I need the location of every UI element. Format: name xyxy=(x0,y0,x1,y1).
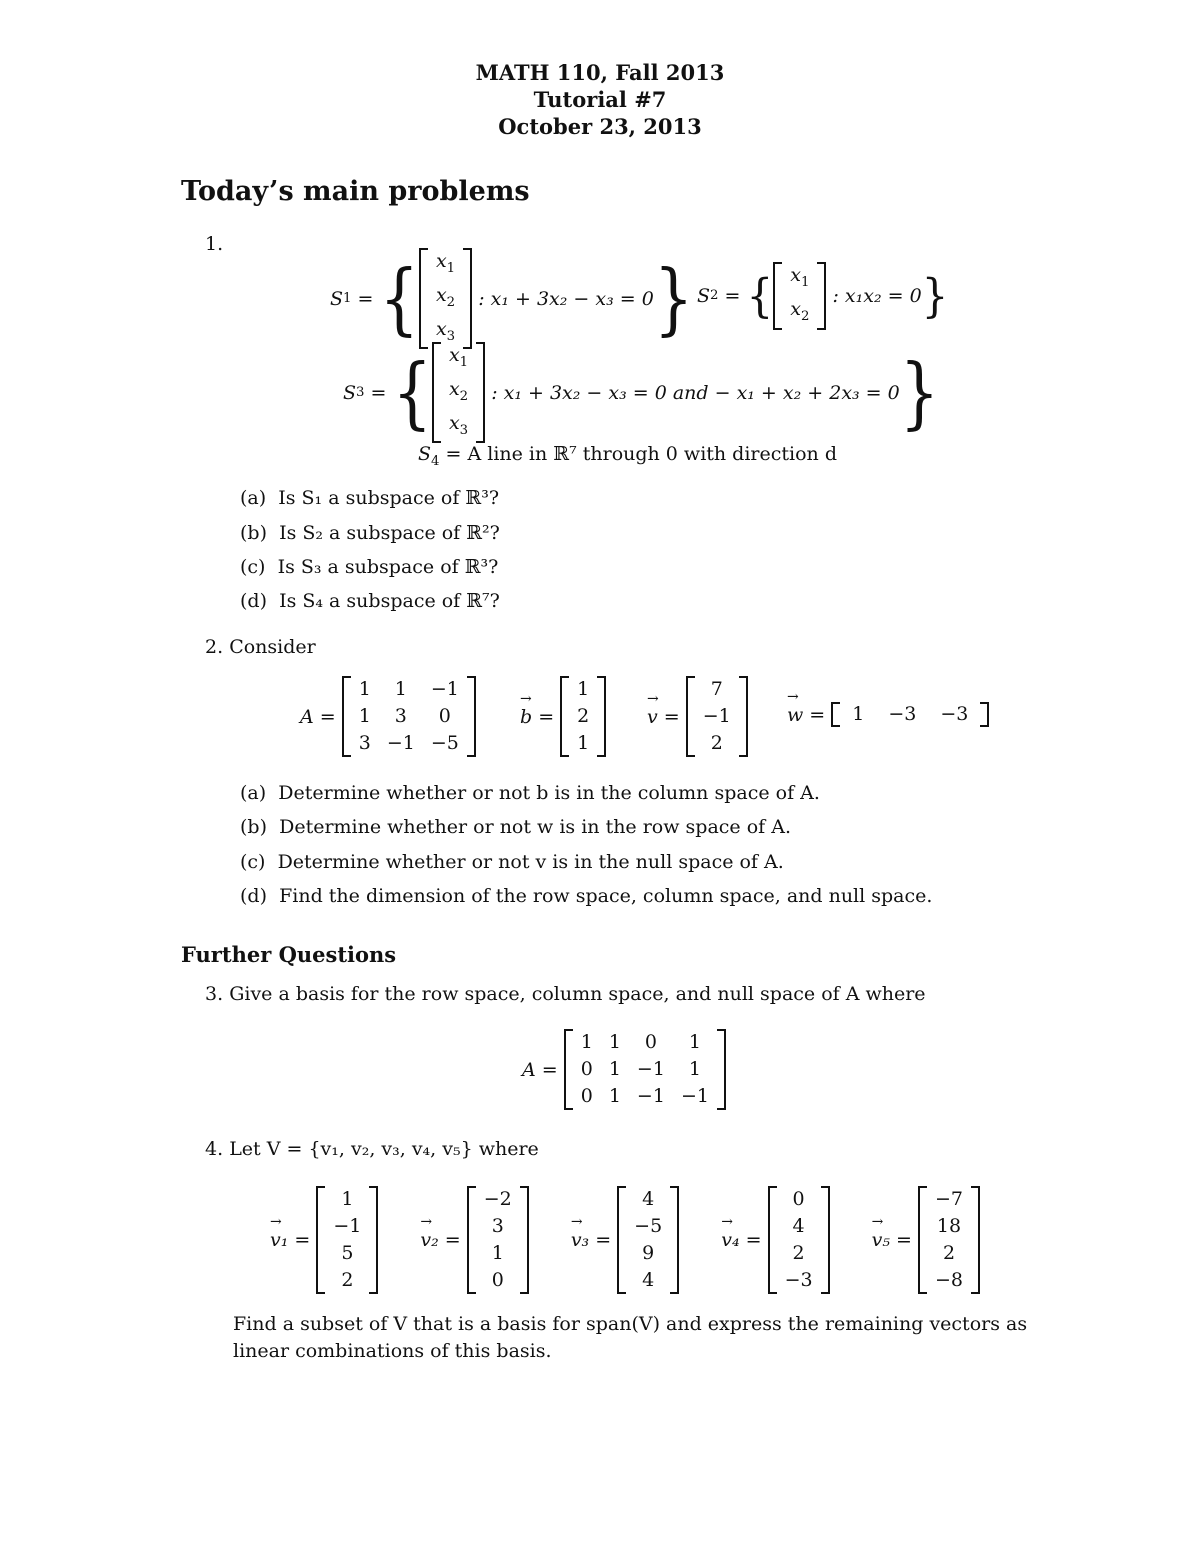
matrix-A-row xyxy=(351,703,467,730)
vector-x2: $x_1$ $x_2$ xyxy=(773,262,826,330)
course-title: MATH 110, Fall 2013 xyxy=(475,60,725,85)
vector-w-entry: −3 xyxy=(888,703,917,725)
matrix-A-entry: 3 xyxy=(394,705,407,727)
problem-2-part-a: (a) Determine whether or not b is in the column space of A. xyxy=(240,782,820,804)
vector-w-equation: → w = 1 −3 −3 xyxy=(787,702,989,727)
left-brace: { xyxy=(392,346,432,438)
matrix-A2-entry: 1 xyxy=(608,1058,621,1080)
vector-w-row xyxy=(840,702,980,727)
vector-v-entry: 2 xyxy=(710,732,723,754)
problem-4-intro: 4. Let V = {v₁, v₂, v₃, v₄, v₅} where xyxy=(205,1138,539,1160)
matrix-A2-entry: 1 xyxy=(608,1085,621,1107)
vector-b-row xyxy=(569,676,597,703)
left-brace: { xyxy=(379,252,419,344)
problem-1-number: 1. xyxy=(205,233,224,255)
vector-b-row xyxy=(569,703,597,730)
vector-set-V xyxy=(270,1184,990,1296)
vector-entry: −1 xyxy=(333,1215,362,1237)
problem-1-part-d: (d) Is S₄ a subspace of ℝ⁷? xyxy=(240,590,500,612)
problem-1-part-a: (a) Is S₁ a subspace of ℝ³? xyxy=(240,487,500,509)
vector-entry: 18 xyxy=(936,1215,962,1237)
vector-entry: 0 xyxy=(792,1188,805,1210)
matrix-A-entry: 0 xyxy=(438,705,451,727)
vector-v5-equation: → v₅ = −7 18 2 −8 xyxy=(872,1186,980,1294)
vector-v1 xyxy=(316,1186,378,1294)
vector-entry: 1 xyxy=(341,1188,354,1210)
vector-entry: 0 xyxy=(491,1269,504,1291)
S1-condition: : x₁ + 3x₂ − x₃ = 0 xyxy=(478,287,654,310)
problem-2-part-c: (c) Determine whether or not v is in the null space of A. xyxy=(240,851,784,873)
matrix-A2-entry: −1 xyxy=(680,1085,709,1107)
vector-entry: 4 xyxy=(792,1215,805,1237)
vector-w-entry: −3 xyxy=(940,703,969,725)
matrix-A-entry: 1 xyxy=(358,678,371,700)
vector-b-entry: 1 xyxy=(577,732,590,754)
vector-name: → v₁ xyxy=(270,1229,288,1251)
problem-4-closing-line-1: Find a subset of V that is a basis for span(V) and express the remaining vectors as xyxy=(233,1313,1028,1335)
problem-4-closing-line-2: linear combinations of this basis. xyxy=(233,1340,552,1362)
problem-1-part-b: (b) Is S₂ a subspace of ℝ²? xyxy=(240,522,500,544)
matrix-A-entry: −1 xyxy=(430,678,459,700)
vector-v2-equation: → v₂ = −2 3 1 0 xyxy=(420,1186,528,1294)
vector-v-entry: 7 xyxy=(710,678,723,700)
vector-v3 xyxy=(617,1186,679,1294)
matrix-A-row xyxy=(351,730,467,757)
matrix-A2 xyxy=(564,1029,726,1110)
vector-v-row xyxy=(695,703,739,730)
vector-b xyxy=(560,676,606,757)
vector-entry: 4 xyxy=(642,1188,655,1210)
vector-entry: −3 xyxy=(784,1269,813,1291)
vector-w xyxy=(831,702,989,727)
vector-entry: 2 xyxy=(792,1242,805,1264)
vector-v-equation: → v = 7 −1 2 xyxy=(647,676,748,757)
vector-name: → v₃ xyxy=(571,1229,589,1251)
vector-entry: −8 xyxy=(934,1269,963,1291)
S2-condition: : x₁x₂ = 0 xyxy=(832,284,922,307)
vector-name: → v₂ xyxy=(420,1229,438,1251)
right-brace: } xyxy=(899,346,940,438)
vector-entry: −2 xyxy=(483,1188,512,1210)
vector-entry: −5 xyxy=(634,1215,663,1237)
vector-entry: 3 xyxy=(491,1215,504,1237)
vector-entry: 4 xyxy=(642,1269,655,1291)
matrix-A-row xyxy=(351,676,467,703)
matrix-A2-equation: A = 1 1 0 1 0 1 −1 1 0 1 −1 −1 xyxy=(522,1029,726,1110)
vector-b-entry: 2 xyxy=(577,705,590,727)
matrix-A2-row xyxy=(573,1029,717,1056)
tutorial-number: Tutorial #7 xyxy=(533,87,667,112)
vector-v-entry: −1 xyxy=(702,705,731,727)
tutorial-date: October 23, 2013 xyxy=(498,114,702,139)
vector-entry: 2 xyxy=(942,1242,956,1264)
vector-v3-equation: → v₃ = 4 −5 9 4 xyxy=(571,1186,679,1294)
vector-v4-equation: → v₄ = 0 4 2 −3 xyxy=(721,1186,829,1294)
matrix-A2-entry: 1 xyxy=(580,1031,593,1053)
vector-b-row xyxy=(569,730,597,757)
vector-entry: 1 xyxy=(491,1242,504,1264)
set-S1: S 1 = { $x_1$ $x_2$ $x_3$ : x₁ + 3x₂ − x₃ = 0 } xyxy=(330,248,693,349)
problem-2-part-b: (b) Determine whether or not w is in the row space of A. xyxy=(240,816,791,838)
problem-1-part-c: (c) Is S₃ a subspace of ℝ³? xyxy=(240,556,499,578)
matrix-A-entry: 1 xyxy=(358,705,371,727)
vector-entry: 9 xyxy=(642,1242,655,1264)
matrix-A2-row xyxy=(573,1056,717,1083)
set-S2: S 2 = { $x_1$ $x_2$ : x₁x₂ = 0 } xyxy=(697,262,948,330)
vector-v1-equation: → v₁ = 1 −1 5 2 xyxy=(270,1186,378,1294)
matrix-A-entry: −5 xyxy=(430,732,459,754)
matrix-A2-entry: −1 xyxy=(636,1085,665,1107)
matrix-A2-entry: 1 xyxy=(608,1031,621,1053)
vector-w-entry: 1 xyxy=(852,703,865,725)
matrix-A-entry: −1 xyxy=(386,732,415,754)
matrix-A2-row xyxy=(573,1083,717,1110)
matrix-A2-entry: 0 xyxy=(644,1031,657,1053)
problem-2-part-d: (d) Find the dimension of the row space, column space, and null space. xyxy=(240,885,933,907)
S3-condition: : x₁ + 3x₂ − x₃ = 0 and − x₁ + x₂ + 2x₃ = 0 xyxy=(491,381,900,404)
vector-entry: −7 xyxy=(934,1188,963,1210)
matrix-A2-entry: −1 xyxy=(636,1058,665,1080)
vector-v4 xyxy=(768,1186,830,1294)
matrix-A xyxy=(342,676,476,757)
vector-b-equation: → b = 1 2 1 xyxy=(520,676,606,757)
set-S4: $S_4 = A$ line in ℝ⁷ through 0 with direction d xyxy=(418,443,837,469)
vector-x3: $x_1$ $x_2$ $x_3$ xyxy=(419,248,472,349)
vector-name: → v₄ xyxy=(721,1229,739,1251)
vector-entry: 5 xyxy=(341,1242,354,1264)
matrix-A2-entry: 1 xyxy=(688,1058,701,1080)
vector-name: → v₅ xyxy=(872,1229,890,1251)
matrix-A2-entry: 0 xyxy=(580,1085,593,1107)
matrix-A-equation: A = 1 1 −1 1 3 0 3 −1 −5 xyxy=(300,676,476,757)
vector-v2 xyxy=(467,1186,529,1294)
right-brace: } xyxy=(653,252,694,344)
vector-v-row xyxy=(695,730,739,757)
vector-x3: $x_1$ $x_2$ $x_3$ xyxy=(432,342,485,443)
vector-v5 xyxy=(918,1186,980,1294)
right-brace: } xyxy=(921,268,949,323)
further-questions-heading: Further Questions xyxy=(181,942,397,967)
left-brace: { xyxy=(746,268,774,323)
matrix-A-entry: 3 xyxy=(358,732,371,754)
matrix-A-entry: 1 xyxy=(394,678,407,700)
vector-entry: 2 xyxy=(341,1269,354,1291)
set-S3: S 3 = { $x_1$ $x_2$ $x_3$ : x₁ + 3x₂ − x₃ = 0 and − x₁ + x₂ + 2x₃ = 0 } xyxy=(343,342,939,443)
matrix-A2-entry: 1 xyxy=(688,1031,701,1053)
main-problems-heading: Today’s main problems xyxy=(181,176,530,207)
problem-2-intro: 2. Consider xyxy=(205,636,316,658)
problem-3-text: 3. Give a basis for the row space, column space, and null space of A where xyxy=(205,983,926,1005)
S4-statement: A line in ℝ⁷ through 0 with direction d xyxy=(467,443,837,465)
vector-v-row xyxy=(695,676,739,703)
matrix-A2-entry: 0 xyxy=(580,1058,593,1080)
vector-v xyxy=(686,676,748,757)
vector-b-entry: 1 xyxy=(577,678,590,700)
